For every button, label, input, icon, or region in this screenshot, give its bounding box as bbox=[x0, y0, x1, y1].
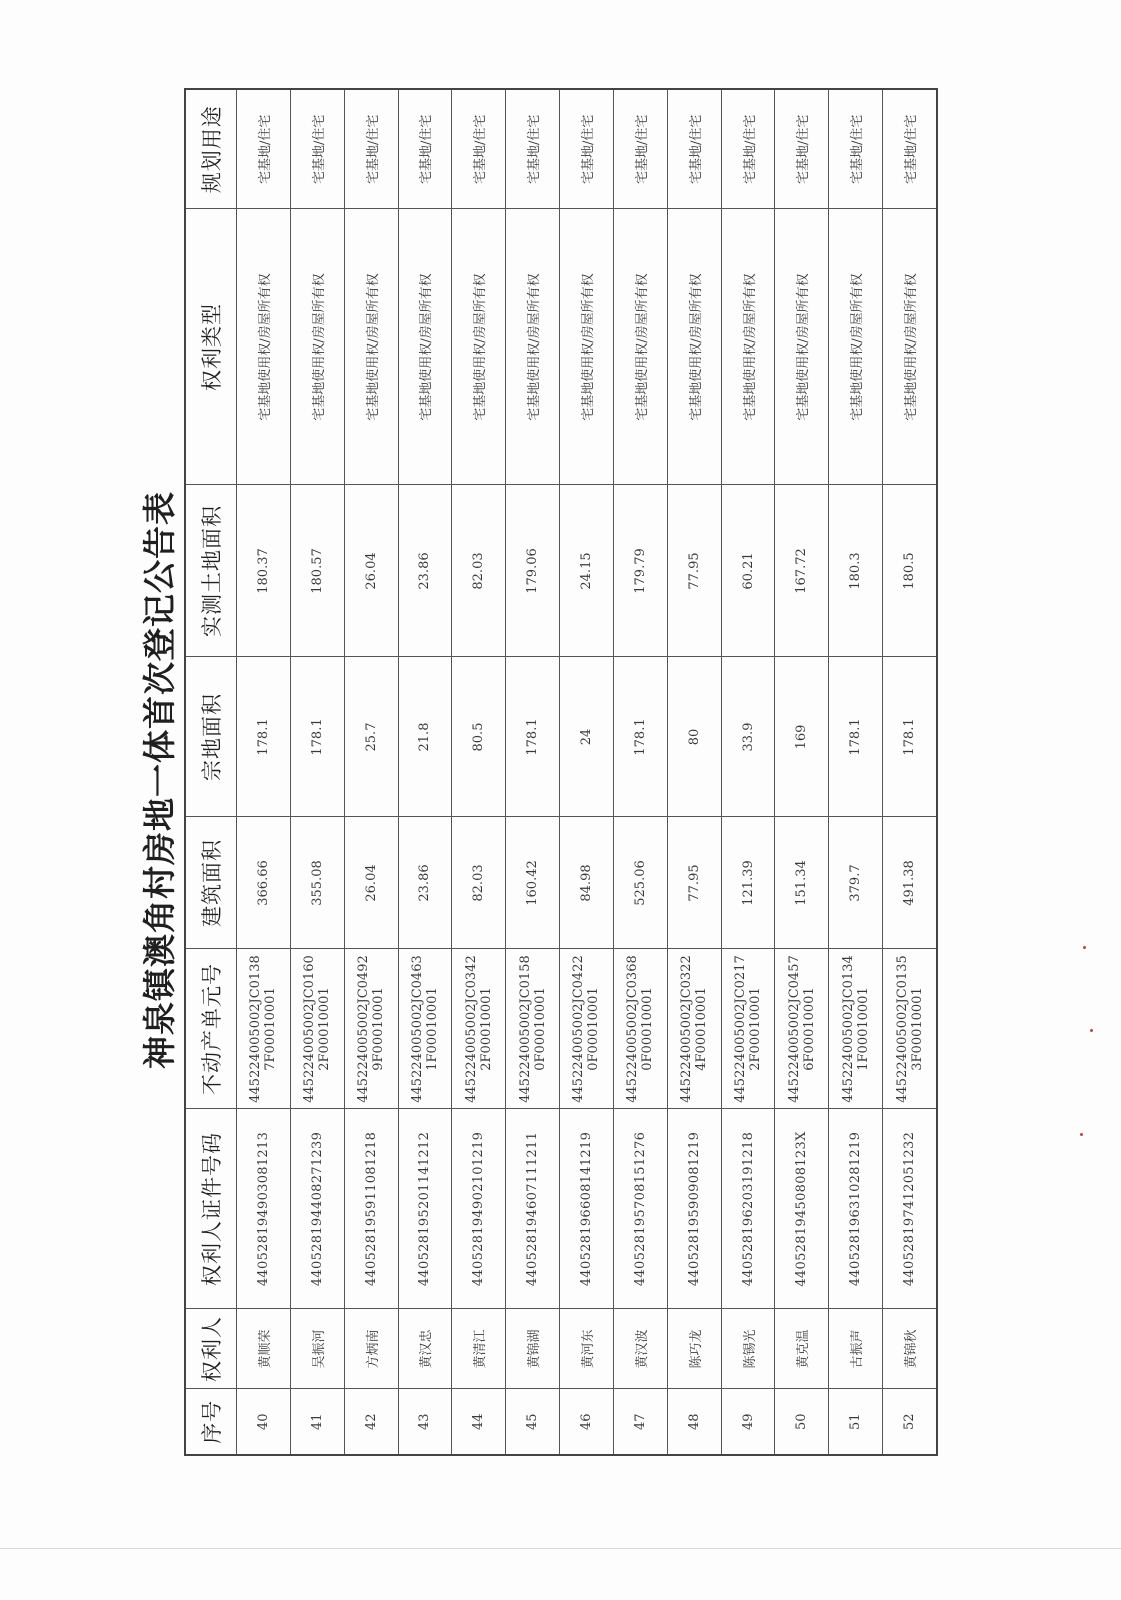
seq-cell: 52 bbox=[883, 1389, 937, 1455]
owner-name-cell: 黄河东 bbox=[560, 1309, 614, 1389]
measured-area-cell: 82.03 bbox=[452, 485, 506, 657]
seq-cell: 50 bbox=[775, 1389, 829, 1455]
planned-use-cell: 宅基地/住宅 bbox=[775, 89, 829, 209]
building-area-cell: 366.66 bbox=[237, 817, 291, 949]
unit-number-cell: 445224005002JC01387F00010001 bbox=[237, 949, 291, 1109]
unit-number-cell: 445224005002JC04929F00010001 bbox=[344, 949, 398, 1109]
owner-name-cell: 方炳南 bbox=[344, 1309, 398, 1389]
table-row bbox=[398, 89, 452, 1455]
seq-cell: 47 bbox=[613, 1389, 667, 1455]
measured-area-cell: 77.95 bbox=[667, 485, 721, 657]
right-type-cell: 宅基地使用权/房屋所有权 bbox=[344, 209, 398, 485]
owner-name-cell: 黄锦秋 bbox=[883, 1309, 937, 1389]
unit-number-cell: 445224005002JC03680F00010001 bbox=[613, 949, 667, 1109]
measured-area-cell: 167.72 bbox=[775, 485, 829, 657]
id-number-cell: 440528194902101219 bbox=[452, 1109, 506, 1309]
planned-use-cell: 宅基地/住宅 bbox=[398, 89, 452, 209]
planned-use-cell: 宅基地/住宅 bbox=[506, 89, 560, 209]
unit-number-cell: 445224005002JC04576F00010001 bbox=[775, 949, 829, 1109]
owner-name-cell: 黄汉忠 bbox=[398, 1309, 452, 1389]
planned-use-cell: 宅基地/住宅 bbox=[667, 89, 721, 209]
parcel-area-cell: 178.1 bbox=[506, 657, 560, 817]
column-header: 不动产单元号 bbox=[185, 949, 237, 1109]
parcel-area-cell: 33.9 bbox=[721, 657, 775, 817]
owner-name-cell: 古振声 bbox=[829, 1309, 883, 1389]
table-row bbox=[613, 89, 667, 1455]
id-number-cell: 440528197412051232 bbox=[883, 1109, 937, 1309]
seq-cell: 48 bbox=[667, 1389, 721, 1455]
unit-number-cell: 445224005002JC01602F00010001 bbox=[290, 949, 344, 1109]
table-row bbox=[775, 89, 829, 1455]
table-row bbox=[506, 89, 560, 1455]
unit-number-cell: 445224005002JC03422F00010001 bbox=[452, 949, 506, 1109]
document-title: 神泉镇澳角村房地一体首次登记公告表 bbox=[140, 491, 179, 1069]
seq-cell: 46 bbox=[560, 1389, 614, 1455]
right-type-cell: 宅基地使用权/房屋所有权 bbox=[398, 209, 452, 485]
rotated-document bbox=[140, 80, 960, 1480]
id-number-cell: 440528194408271239 bbox=[290, 1109, 344, 1309]
id-number-cell: 440528196608141219 bbox=[560, 1109, 614, 1309]
scan-speck bbox=[1083, 946, 1086, 949]
right-type-cell: 宅基地使用权/房屋所有权 bbox=[775, 209, 829, 485]
id-number-cell: 440528195201141212 bbox=[398, 1109, 452, 1309]
parcel-area-cell: 178.1 bbox=[613, 657, 667, 817]
owner-name-cell: 陈巧龙 bbox=[667, 1309, 721, 1389]
planned-use-cell: 宅基地/住宅 bbox=[452, 89, 506, 209]
table-row bbox=[667, 89, 721, 1455]
planned-use-cell: 宅基地/住宅 bbox=[290, 89, 344, 209]
parcel-area-cell: 25.7 bbox=[344, 657, 398, 817]
id-number-cell: 440528195708151276 bbox=[613, 1109, 667, 1309]
seq-cell: 41 bbox=[290, 1389, 344, 1455]
owner-name-cell: 黄克温 bbox=[775, 1309, 829, 1389]
building-area-cell: 491.38 bbox=[883, 817, 937, 949]
owner-name-cell: 黄顺荣 bbox=[237, 1309, 291, 1389]
table-row bbox=[721, 89, 775, 1455]
table-row bbox=[829, 89, 883, 1455]
building-area-cell: 160.42 bbox=[506, 817, 560, 949]
parcel-area-cell: 80.5 bbox=[452, 657, 506, 817]
building-area-cell: 151.34 bbox=[775, 817, 829, 949]
id-number-cell: 440528194903081213 bbox=[237, 1109, 291, 1309]
seq-cell: 51 bbox=[829, 1389, 883, 1455]
measured-area-cell: 24.15 bbox=[560, 485, 614, 657]
planned-use-cell: 宅基地/住宅 bbox=[613, 89, 667, 209]
id-number-cell: 440528196203191218 bbox=[721, 1109, 775, 1309]
owner-name-cell: 黄汉波 bbox=[613, 1309, 667, 1389]
building-area-cell: 84.98 bbox=[560, 817, 614, 949]
column-header: 建筑面积 bbox=[185, 817, 237, 949]
parcel-area-cell: 24 bbox=[560, 657, 614, 817]
parcel-area-cell: 178.1 bbox=[290, 657, 344, 817]
table-row bbox=[560, 89, 614, 1455]
planned-use-cell: 宅基地/住宅 bbox=[560, 89, 614, 209]
table-row bbox=[344, 89, 398, 1455]
unit-number-cell: 445224005002JC01353F00010001 bbox=[883, 949, 937, 1109]
unit-number-cell: 445224005002JC04631F00010001 bbox=[398, 949, 452, 1109]
seq-cell: 49 bbox=[721, 1389, 775, 1455]
planned-use-cell: 宅基地/住宅 bbox=[883, 89, 937, 209]
id-number-cell: 44052819450808123X bbox=[775, 1109, 829, 1309]
seq-cell: 45 bbox=[506, 1389, 560, 1455]
id-number-cell: 440528196310281219 bbox=[829, 1109, 883, 1309]
building-area-cell: 121.39 bbox=[721, 817, 775, 949]
table-row bbox=[452, 89, 506, 1455]
unit-number-cell: 445224005002JC02172F00010001 bbox=[721, 949, 775, 1109]
owner-name-cell: 黄清江 bbox=[452, 1309, 506, 1389]
scan-speck bbox=[1080, 1133, 1083, 1136]
unit-number-cell: 445224005002JC01580F00010001 bbox=[506, 949, 560, 1109]
unit-number-cell: 445224005002JC04220F00010001 bbox=[560, 949, 614, 1109]
column-header: 实测土地面积 bbox=[185, 485, 237, 657]
planned-use-cell: 宅基地/住宅 bbox=[237, 89, 291, 209]
parcel-area-cell: 178.1 bbox=[237, 657, 291, 817]
right-type-cell: 宅基地使用权/房屋所有权 bbox=[829, 209, 883, 485]
measured-area-cell: 180.57 bbox=[290, 485, 344, 657]
right-type-cell: 宅基地使用权/房屋所有权 bbox=[237, 209, 291, 485]
column-header: 规划用途 bbox=[185, 89, 237, 209]
building-area-cell: 525.06 bbox=[613, 817, 667, 949]
unit-number-cell: 445224005002JC03224F00010001 bbox=[667, 949, 721, 1109]
table-row bbox=[237, 89, 291, 1455]
unit-number-cell: 445224005002JC01341F00010001 bbox=[829, 949, 883, 1109]
column-header: 权利类型 bbox=[185, 209, 237, 485]
building-area-cell: 82.03 bbox=[452, 817, 506, 949]
right-type-cell: 宅基地使用权/房屋所有权 bbox=[560, 209, 614, 485]
id-number-cell: 440528195911081218 bbox=[344, 1109, 398, 1309]
building-area-cell: 77.95 bbox=[667, 817, 721, 949]
table-header-row bbox=[185, 89, 237, 1455]
seq-cell: 40 bbox=[237, 1389, 291, 1455]
scan-edge-line bbox=[0, 1548, 1121, 1549]
building-area-cell: 355.08 bbox=[290, 817, 344, 949]
table-row bbox=[883, 89, 937, 1455]
right-type-cell: 宅基地使用权/房屋所有权 bbox=[721, 209, 775, 485]
building-area-cell: 26.04 bbox=[344, 817, 398, 949]
right-type-cell: 宅基地使用权/房屋所有权 bbox=[883, 209, 937, 485]
owner-name-cell: 黄锦湖 bbox=[506, 1309, 560, 1389]
registration-table bbox=[184, 88, 938, 1456]
measured-area-cell: 26.04 bbox=[344, 485, 398, 657]
planned-use-cell: 宅基地/住宅 bbox=[344, 89, 398, 209]
table-row bbox=[290, 89, 344, 1455]
id-number-cell: 440528195909081219 bbox=[667, 1109, 721, 1309]
parcel-area-cell: 178.1 bbox=[883, 657, 937, 817]
right-type-cell: 宅基地使用权/房屋所有权 bbox=[290, 209, 344, 485]
column-header: 宗地面积 bbox=[185, 657, 237, 817]
seq-cell: 44 bbox=[452, 1389, 506, 1455]
column-header: 权利人 bbox=[185, 1309, 237, 1389]
parcel-area-cell: 169 bbox=[775, 657, 829, 817]
scan-speck bbox=[1090, 1029, 1093, 1032]
right-type-cell: 宅基地使用权/房屋所有权 bbox=[452, 209, 506, 485]
right-type-cell: 宅基地使用权/房屋所有权 bbox=[613, 209, 667, 485]
planned-use-cell: 宅基地/住宅 bbox=[829, 89, 883, 209]
parcel-area-cell: 178.1 bbox=[829, 657, 883, 817]
planned-use-cell: 宅基地/住宅 bbox=[721, 89, 775, 209]
right-type-cell: 宅基地使用权/房屋所有权 bbox=[667, 209, 721, 485]
measured-area-cell: 179.79 bbox=[613, 485, 667, 657]
id-number-cell: 440528194607111211 bbox=[506, 1109, 560, 1309]
measured-area-cell: 23.86 bbox=[398, 485, 452, 657]
column-header: 权利人证件号码 bbox=[185, 1109, 237, 1309]
right-type-cell: 宅基地使用权/房屋所有权 bbox=[506, 209, 560, 485]
building-area-cell: 23.86 bbox=[398, 817, 452, 949]
measured-area-cell: 60.21 bbox=[721, 485, 775, 657]
parcel-area-cell: 80 bbox=[667, 657, 721, 817]
parcel-area-cell: 21.8 bbox=[398, 657, 452, 817]
building-area-cell: 379.7 bbox=[829, 817, 883, 949]
owner-name-cell: 陈锡光 bbox=[721, 1309, 775, 1389]
column-header: 序号 bbox=[185, 1389, 237, 1455]
seq-cell: 42 bbox=[344, 1389, 398, 1455]
seq-cell: 43 bbox=[398, 1389, 452, 1455]
measured-area-cell: 180.3 bbox=[829, 485, 883, 657]
measured-area-cell: 180.37 bbox=[237, 485, 291, 657]
measured-area-cell: 180.5 bbox=[883, 485, 937, 657]
owner-name-cell: 吴振河 bbox=[290, 1309, 344, 1389]
measured-area-cell: 179.06 bbox=[506, 485, 560, 657]
